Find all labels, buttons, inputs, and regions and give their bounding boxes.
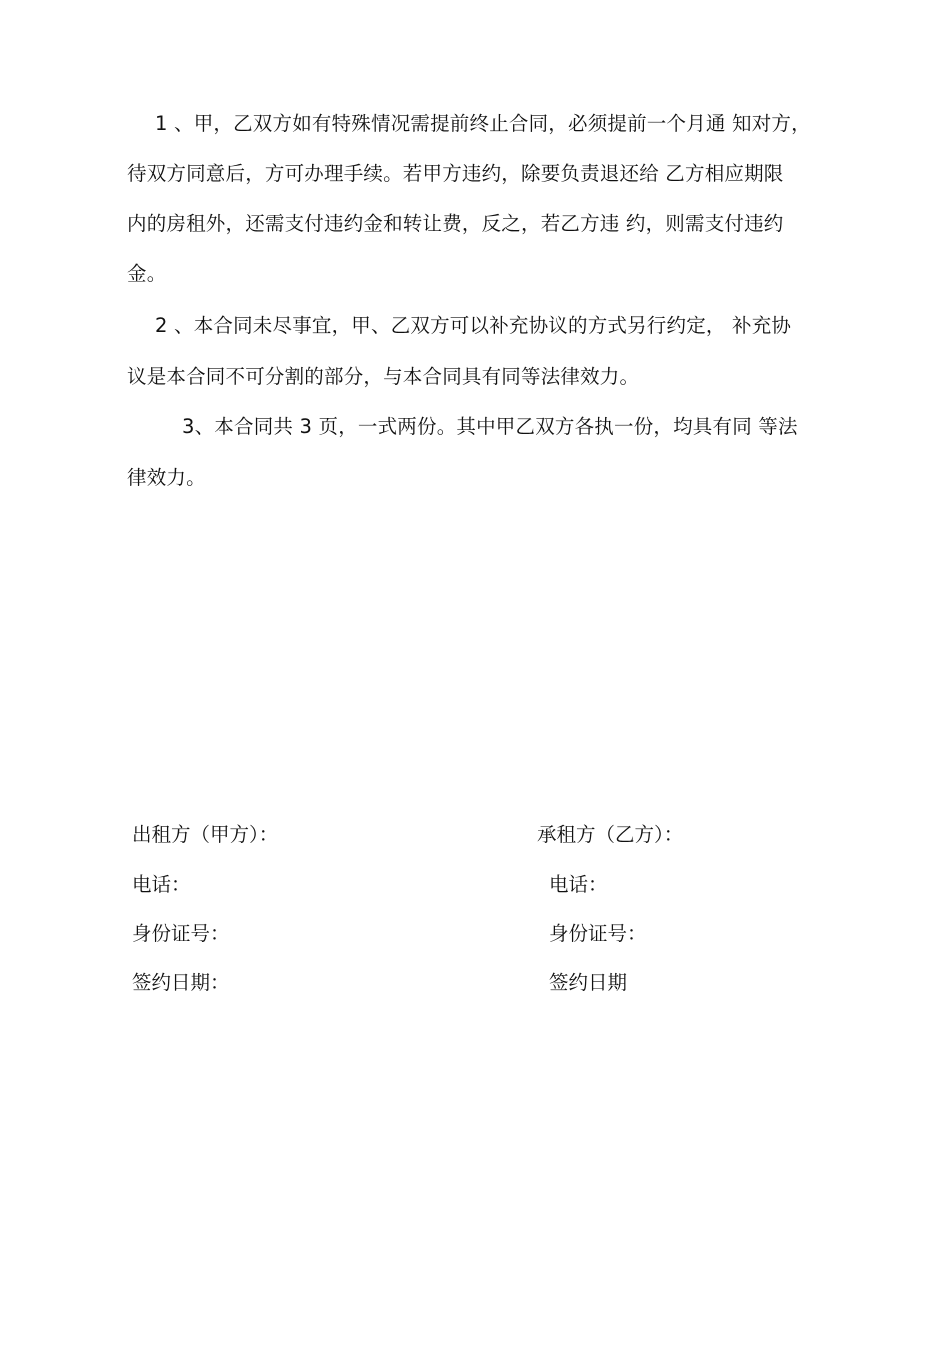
lessee-date-label: 签约日期: [549, 971, 628, 994]
lessor-title: 出租方（甲方）：: [132, 823, 279, 846]
clause-2-line-2: 议是本合同不可分割的部分，与本合同具有同等法律效力。: [127, 365, 640, 388]
lessee-phone-label: 电话：: [549, 873, 608, 896]
clause-3-line-1: 3、本合同共 3 页，一式两份。其中甲乙双方各执一份，均具有同 等法: [182, 415, 798, 438]
clause-2-line-1: 2 、本合同未尽事宜，甲、乙双方可以补充协议的方式另行约定， 补充协: [155, 314, 792, 337]
clause-1-line-4: 金。: [127, 262, 167, 285]
lessee-title: 承租方（乙方）：: [537, 823, 684, 846]
lessee-id-label: 身份证号：: [549, 922, 647, 945]
lessor-id-label: 身份证号：: [132, 922, 230, 945]
lessor-date-label: 签约日期：: [132, 971, 230, 994]
lessor-phone-label: 电话：: [132, 873, 191, 896]
clause-1-line-1: 1 、甲，乙双方如有特殊情况需提前终止合同，必须提前一个月通 知对方，: [155, 112, 811, 135]
clause-3-line-2: 律效力。: [127, 466, 206, 489]
clause-1-line-3: 内的房租外，还需支付违约金和转让费，反之，若乙方违 约，则需支付违约: [127, 212, 784, 235]
clause-1-line-2: 待双方同意后，方可办理手续。若甲方违约，除要负责退还给 乙方相应期限: [127, 162, 784, 185]
